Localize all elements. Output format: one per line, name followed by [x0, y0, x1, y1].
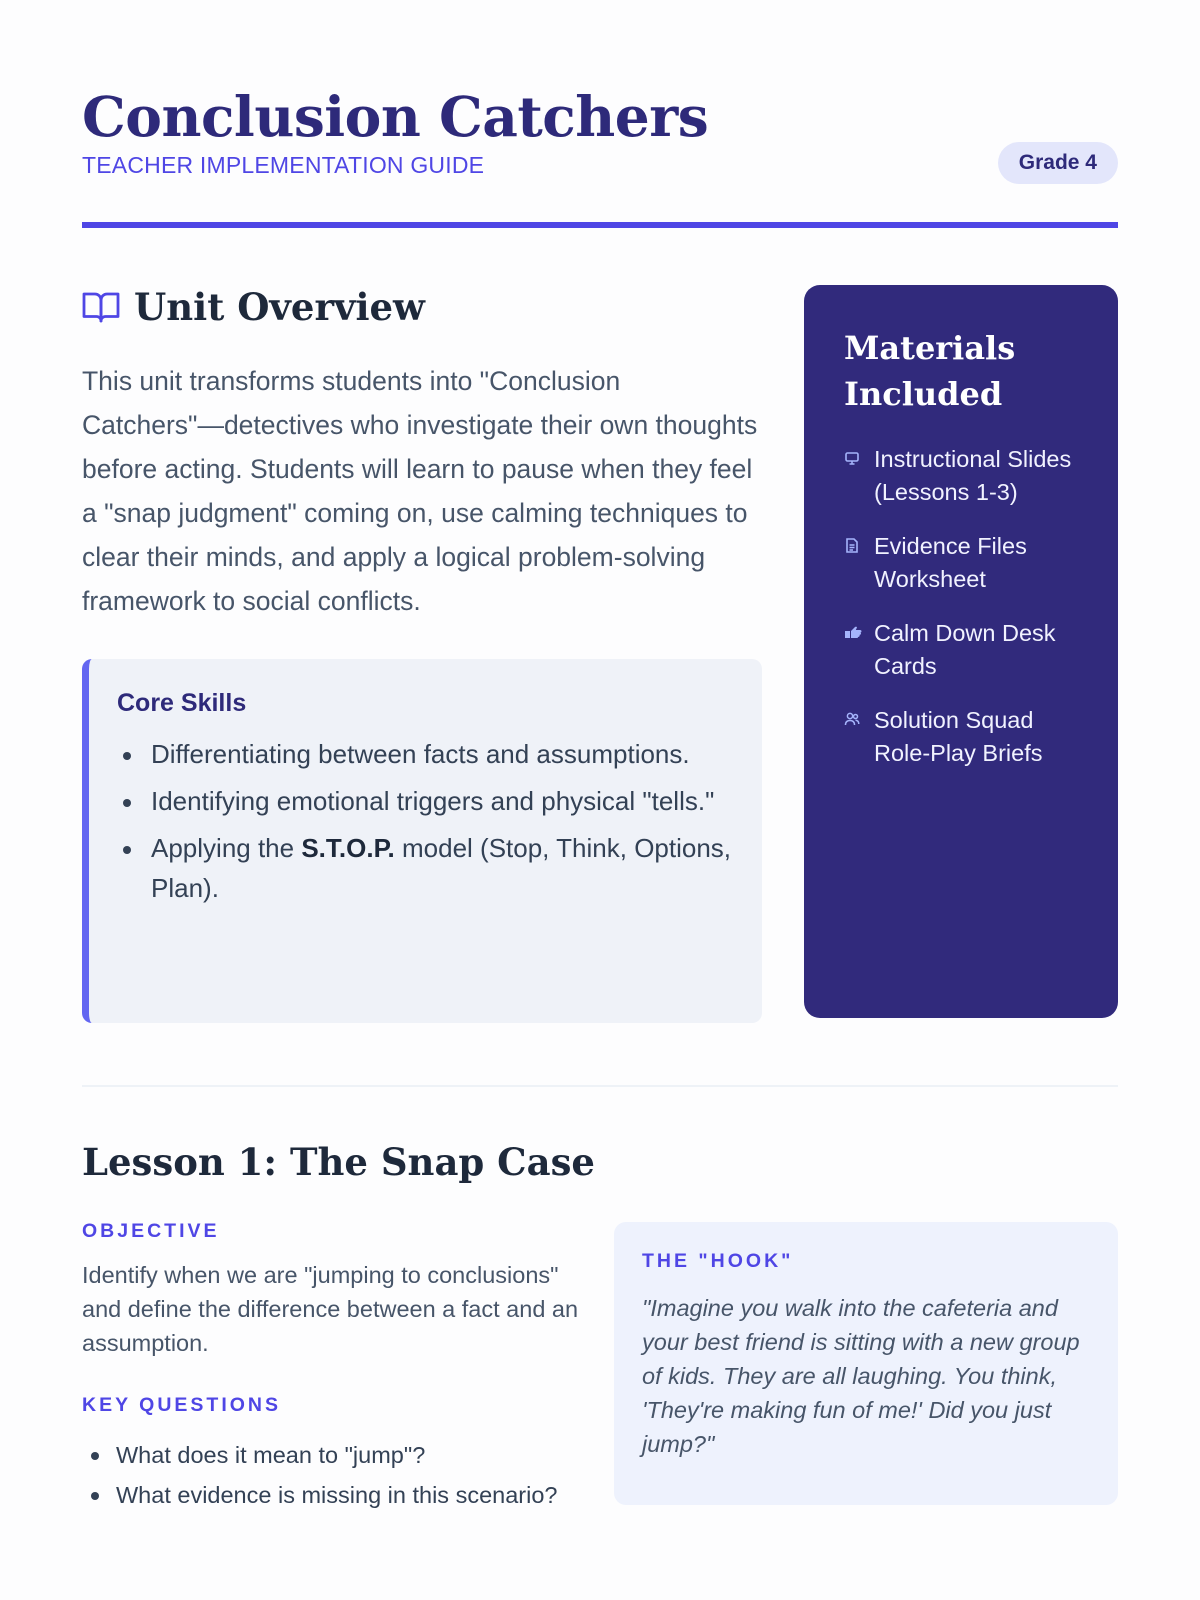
list-item — [844, 704, 1088, 770]
key-questions-list — [82, 1435, 602, 1515]
section-divider — [82, 1085, 1118, 1087]
material-label: Solution Squad Role-Play Briefs — [874, 707, 1043, 766]
list-item — [844, 617, 1088, 683]
page-subtitle: TEACHER IMPLEMENTATION GUIDE — [82, 152, 485, 178]
document-icon — [844, 537, 864, 554]
core-skills-list — [117, 734, 732, 908]
core-skills-title: Core Skills — [117, 689, 247, 717]
skill-text-before: Applying the — [151, 833, 302, 863]
skill-text-after: model (Stop, Think, Options, Plan). — [151, 833, 732, 903]
lesson-1-section — [82, 1140, 1118, 1508]
page-header — [82, 0, 1118, 230]
lesson-details — [82, 1220, 602, 1515]
materials-title: Materials Included — [844, 329, 1016, 413]
objective-text: Identify when we are "jumping to conclusions" and define the difference between a fact and an assumption. — [82, 1262, 579, 1356]
overview-heading — [82, 285, 762, 329]
header-rule — [82, 222, 1118, 228]
stop-model-name: S.T.O.P. — [301, 833, 395, 863]
hook-text: "Imagine you walk into the cafeteria and your best friend is sitting with a new group of kids. They are all laughing. You think, 'They're making fun of me!' Did you just jump?" — [642, 1295, 1080, 1457]
list-item — [844, 443, 1088, 509]
hook-label: THE "HOOK" — [642, 1250, 794, 1272]
hand-icon — [844, 624, 864, 640]
overview-paragraph: This unit transforms students into "Conclusion Catchers"—detectives who investigate their own thoughts before acting. Students will learn to pause when they feel a "snap judgment" coming on, use calming techniques to clear their minds, and apply a logical problem-solving framework to social conflicts. — [82, 366, 758, 616]
lesson-title: Lesson 1: The Snap Case — [82, 1140, 595, 1184]
list-item: What does it mean to "jump"? — [82, 1435, 602, 1475]
key-questions-label: KEY QUESTIONS — [82, 1394, 282, 1416]
book-open-icon — [82, 290, 120, 324]
list-item — [117, 828, 732, 908]
material-label: Evidence Files Worksheet — [874, 533, 1027, 592]
list-item: What evidence is missing in this scenario? — [82, 1475, 602, 1515]
core-skills-box — [82, 659, 762, 1023]
hook-box — [614, 1222, 1118, 1505]
list-item: Identifying emotional triggers and physical "tells." — [117, 781, 732, 821]
page-title: Conclusion Catchers — [82, 84, 709, 149]
list-item: Differentiating between facts and assumptions. — [117, 734, 732, 774]
overview-title: Unit Overview — [134, 285, 425, 329]
overview-main — [82, 285, 762, 1023]
material-label: Instructional Slides (Lessons 1-3) — [874, 446, 1072, 505]
material-label: Calm Down Desk Cards — [874, 620, 1056, 679]
grade-badge: Grade 4 — [998, 142, 1118, 184]
unit-overview-section — [82, 230, 1118, 990]
materials-panel — [804, 285, 1118, 1018]
presentation-icon — [844, 450, 864, 466]
list-item — [844, 530, 1088, 596]
objective-label: OBJECTIVE — [82, 1220, 220, 1242]
users-icon — [844, 711, 864, 727]
